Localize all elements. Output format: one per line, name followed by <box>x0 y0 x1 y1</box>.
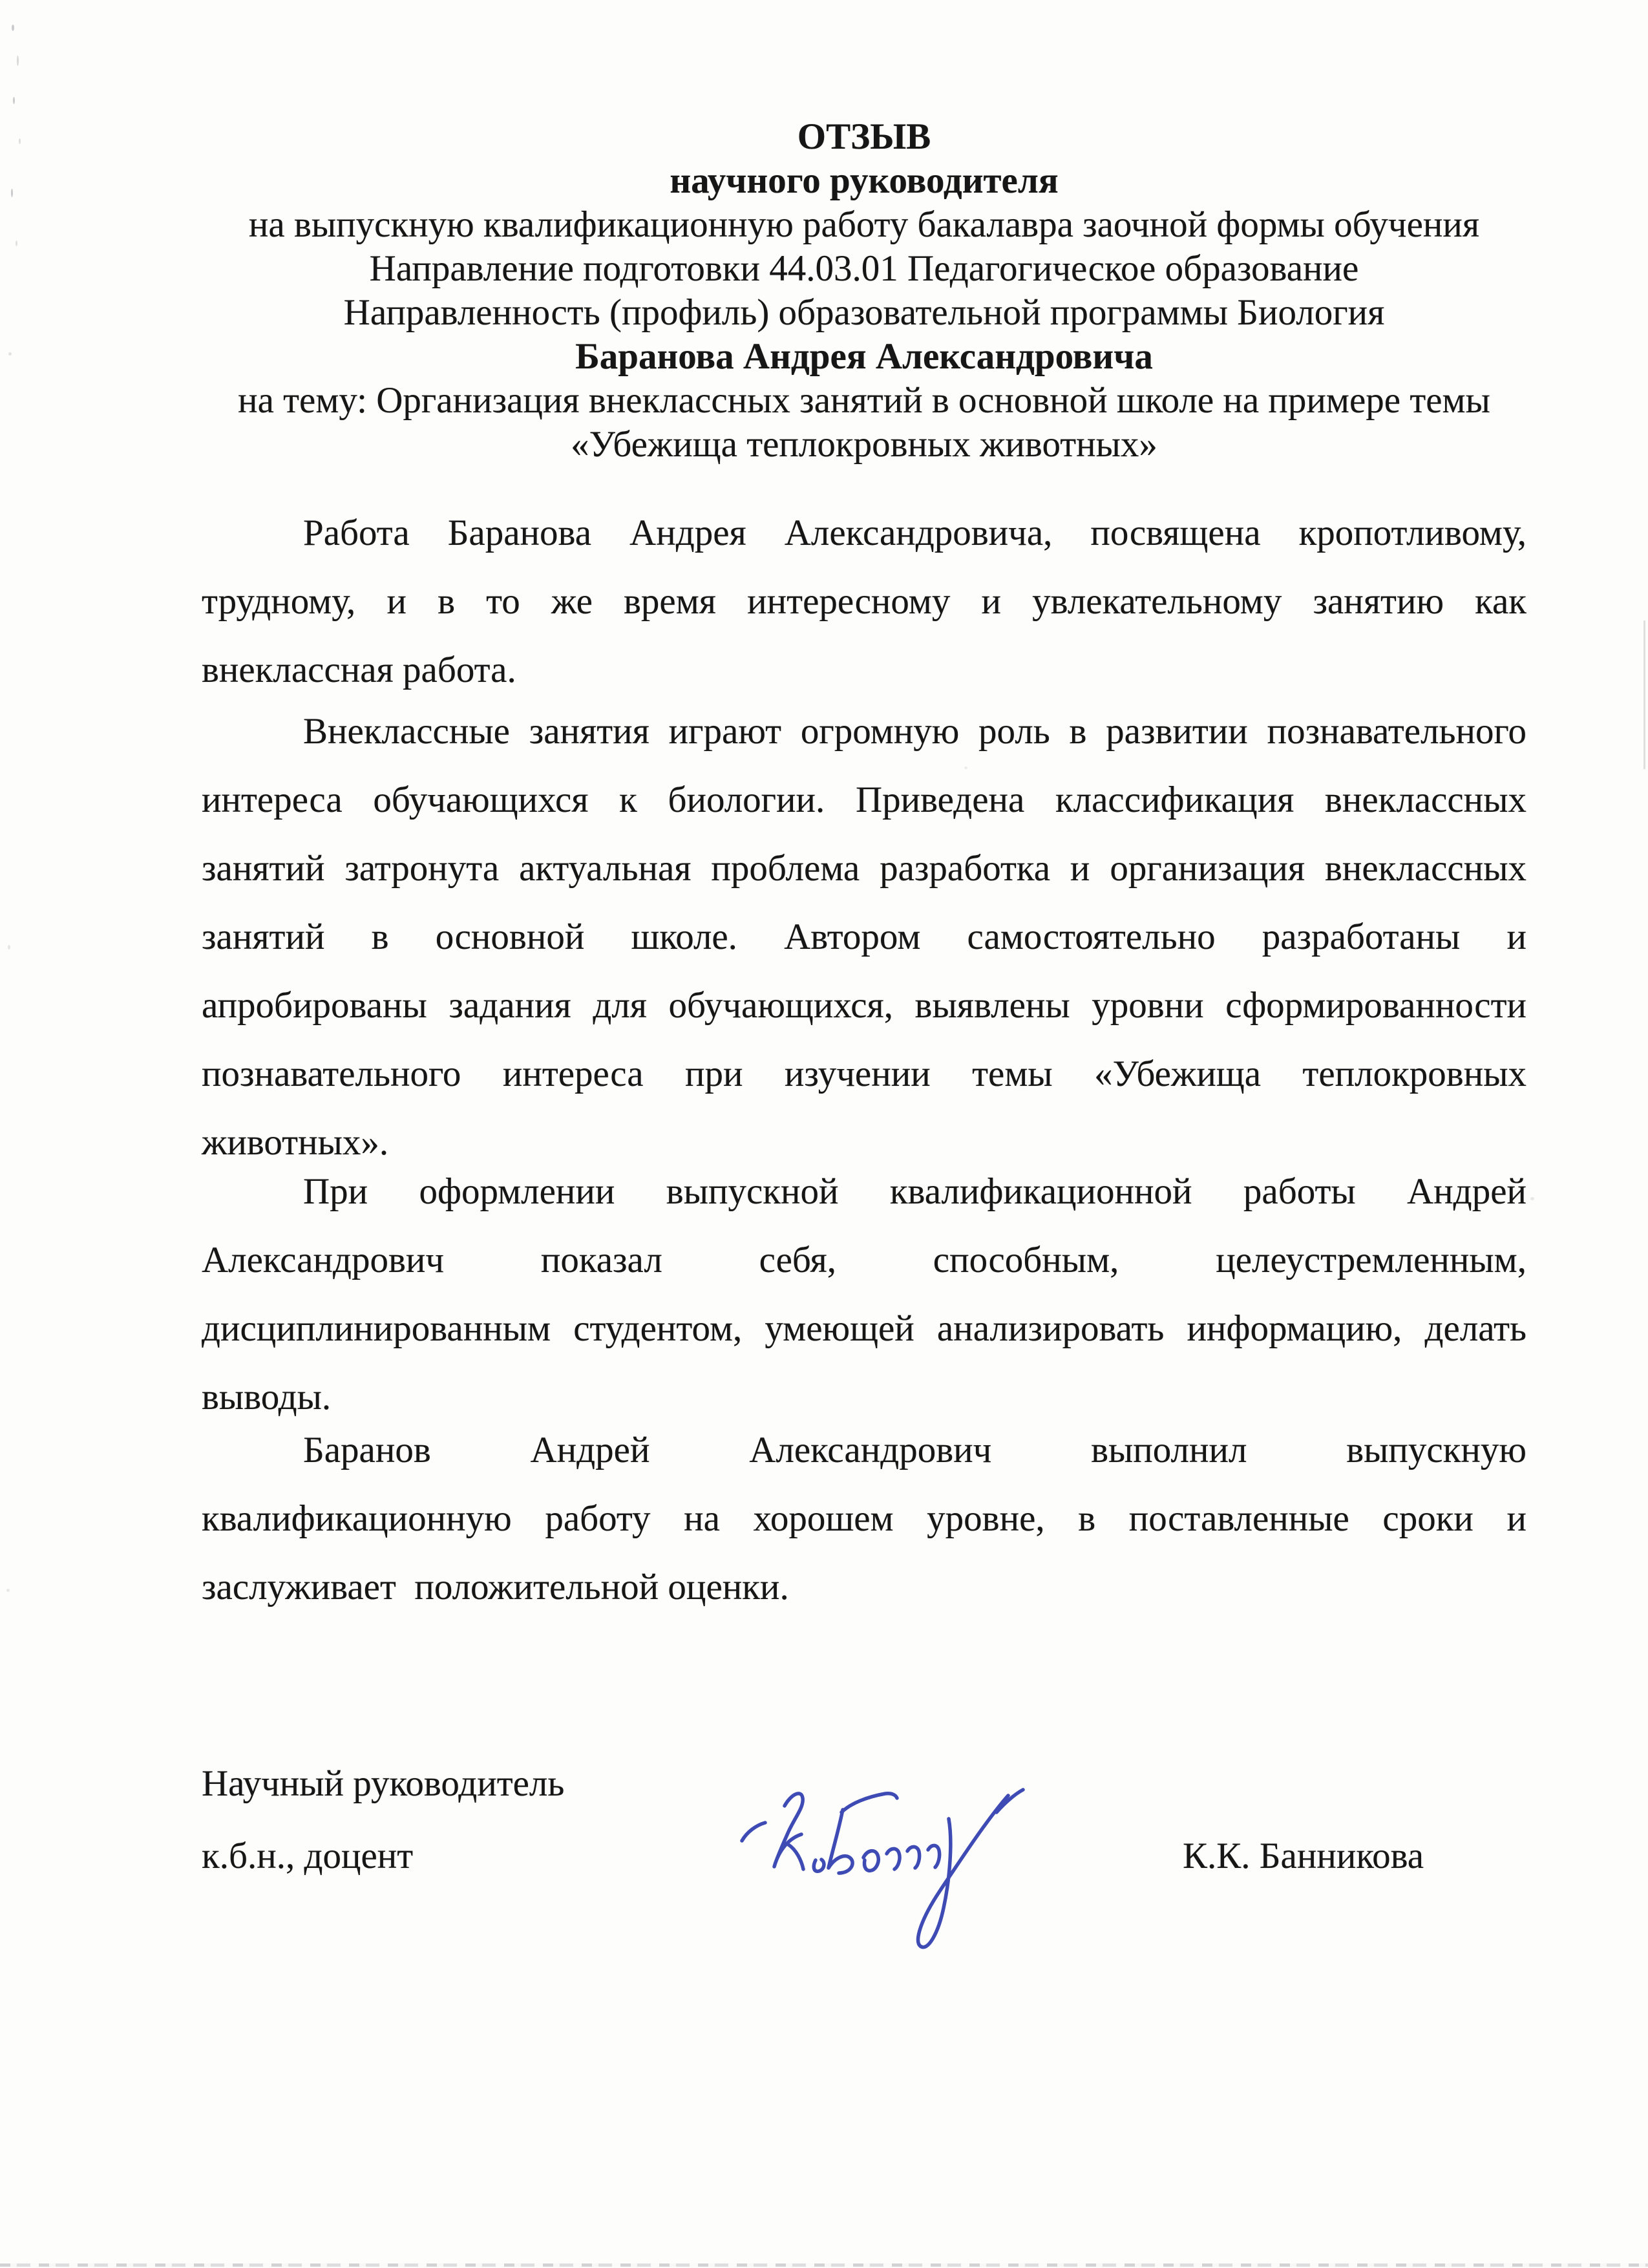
paragraph-2 <box>202 697 1527 1177</box>
scan-speck <box>16 240 17 246</box>
signature-stroke <box>774 1794 803 1869</box>
paragraph-line: интереса обучающихся к биологии. Приведена классификация внеклассных <box>202 779 1527 820</box>
paragraph-line: внеклассная работа. <box>202 650 516 690</box>
scan-speck <box>17 56 19 66</box>
signature-degree: к.б.н., доцент <box>202 1836 414 1876</box>
paragraph-line: Александрович показал себя, способным, целеустремленным, <box>202 1240 1527 1280</box>
header-direction: Направление подготовки 44.03.01 Педагогическое образование <box>369 248 1359 289</box>
header-work-type: на выпускную квалификационную работу бакалавра заочной формы обучения <box>248 204 1480 245</box>
document-title: ОТЗЫВ <box>797 116 931 157</box>
scan-speck <box>8 352 12 355</box>
paragraph-4 <box>202 1416 1527 1622</box>
paragraph-line: квалификационную работу на хорошем уровне, в поставленные сроки и <box>202 1498 1527 1539</box>
paragraph-line: Внеклассные занятия играют огромную роль в развитии познавательного <box>303 711 1527 752</box>
paragraph-line: Работа Баранова Андрея Александровича, посвящена кропотливому, <box>303 513 1527 553</box>
signature-stroke <box>997 1790 1023 1812</box>
signature-stroke <box>887 1849 900 1869</box>
topic-line-1: на тему: Организация внеклассных занятий в основной школе на примере темы <box>238 380 1490 421</box>
student-name: Баранова Андрея Александровича <box>575 336 1153 377</box>
paragraph-1 <box>202 499 1527 705</box>
signature-stroke <box>863 1851 878 1871</box>
handwritten-signature <box>729 1776 1033 1996</box>
header-profile: Направленность (профиль) образовательной программы Биология <box>343 292 1385 333</box>
paragraph-line: познавательного интереса при изучении темы «Убежища теплокровных <box>202 1054 1527 1094</box>
scan-speck <box>19 138 21 144</box>
scan-noise-bottom-edge <box>0 2263 1648 2267</box>
scan-speck <box>1530 1197 1534 1200</box>
paragraph-line: занятий затронута актуальная проблема разработка и организация внеклассных <box>202 848 1527 889</box>
signature-stroke <box>928 1845 940 1867</box>
topic-line-2: «Убежища теплокровных животных» <box>571 424 1157 465</box>
scan-speck <box>8 945 10 949</box>
document-subtitle: научного руководителя <box>670 160 1059 201</box>
scan-speck <box>6 1589 10 1592</box>
paragraph-3 <box>202 1158 1527 1432</box>
paragraph-line: выводы. <box>202 1377 332 1417</box>
signature-stroke <box>742 1823 765 1841</box>
paragraph-line: Баранов Андрей Александрович выполнил выпускную <box>303 1430 1527 1470</box>
paragraph-line: животных». <box>202 1122 389 1163</box>
paragraph-line: занятий в основной школе. Автором самостоятельно разработаны и <box>202 917 1527 957</box>
paragraph-line: При оформлении выпускной квалификационной работы Андрей <box>303 1171 1527 1212</box>
signature-name: К.К. Банникова <box>1183 1836 1424 1876</box>
paragraph-line: заслуживает положительной оценки. <box>202 1567 789 1607</box>
signature-ink <box>742 1790 1023 1947</box>
paragraph-line: апробированы задания для обучающихся, выявлены уровни сформированности <box>202 985 1527 1026</box>
scan-speck <box>12 25 14 31</box>
signature-role-title: Научный руководитель <box>202 1763 565 1804</box>
signature-stroke <box>918 1796 1008 1947</box>
paragraph-line: трудному, и в то же время интересному и увлекательному занятию как <box>202 581 1527 622</box>
paragraph-line: дисциплинированным студентом, умеющей анализировать информацию, делать <box>202 1308 1527 1349</box>
signature-stroke <box>907 1847 920 1868</box>
signature-stroke <box>814 1860 824 1871</box>
scan-speck <box>13 97 15 104</box>
scan-speck <box>11 189 13 197</box>
scan-noise-right-edge <box>1643 620 1645 769</box>
document-header <box>202 115 1527 467</box>
